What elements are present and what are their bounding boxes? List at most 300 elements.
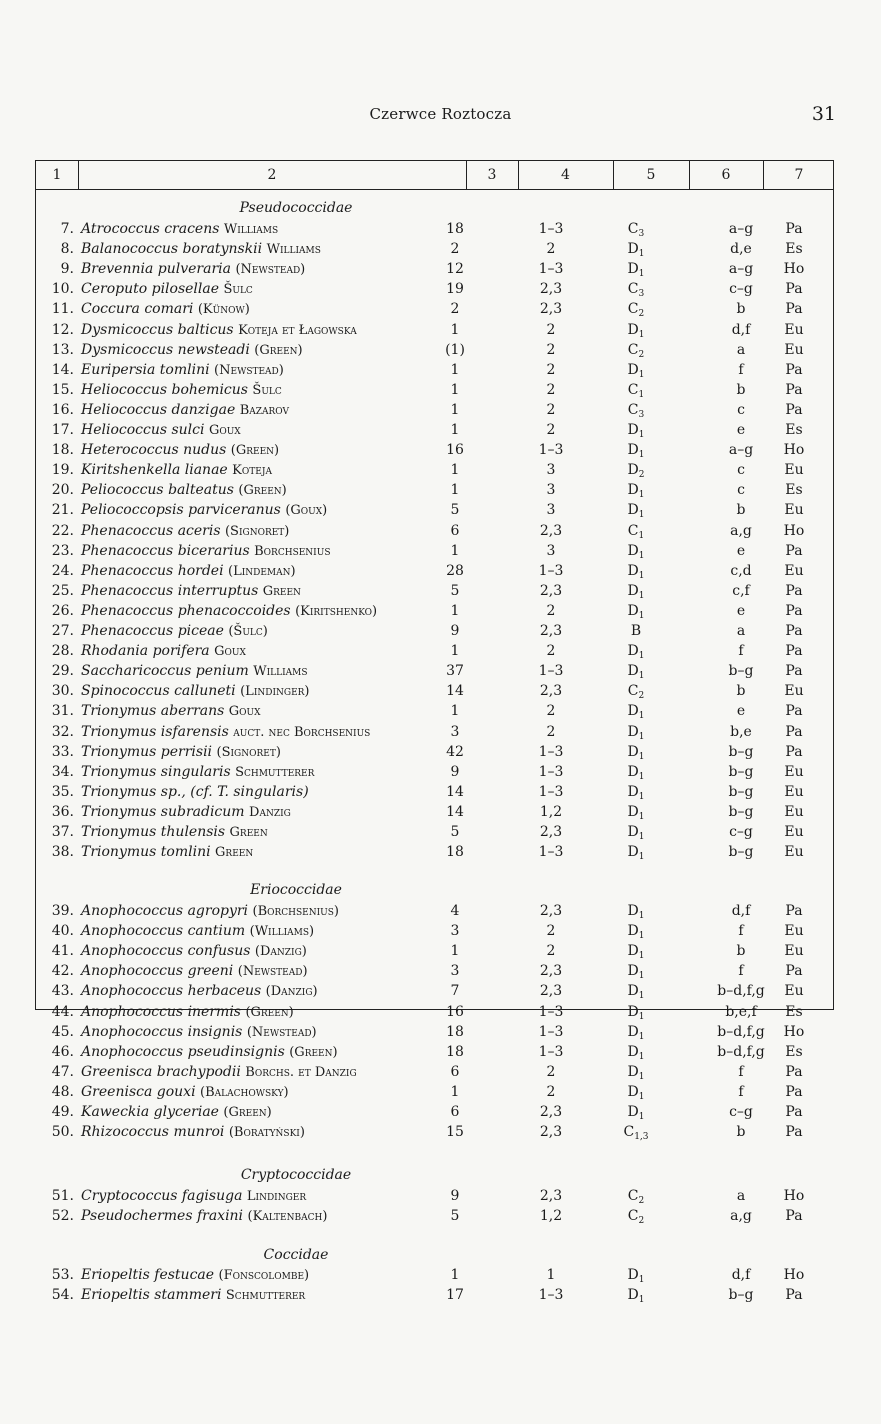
zone-letter: D [627,983,639,1000]
row-number: 25. [51,582,74,599]
column-5-value [611,239,661,259]
table-row [36,1122,833,1142]
column-6-value: e [736,602,746,619]
species-cell [81,581,486,601]
zone-letter: D [627,1023,639,1040]
column-5-value [611,701,661,721]
column-3-value: (1) [445,341,465,358]
column-6-value: a [736,1188,746,1204]
table-row [36,259,833,279]
table-row [36,1002,833,1022]
column-6-value: a–g [728,221,754,237]
zone-subscript: 1 [638,1011,645,1022]
column-4-value: 1–3 [538,261,564,278]
author-name: (Green) [230,443,280,459]
author-name: (Kiritshenko) [295,603,378,619]
column-3-value: 16 [446,442,464,459]
species-cell [81,1206,486,1226]
column-5-value [611,1102,661,1122]
column-3-value: 1 [450,643,460,660]
row-number: 10. [51,281,74,298]
species-cell [81,941,486,961]
column-6-value: e [736,542,746,559]
row-number: 48. [51,1083,74,1100]
column-3-value: 9 [450,763,460,780]
zone-letter: C [627,683,639,700]
column-7-value: Eu [784,562,804,579]
species-name: Atrococcus cracens [81,221,220,237]
zone-letter: C [627,341,639,358]
column-4-value: 1–3 [538,743,564,760]
column-header-2: 2 [267,167,277,183]
zone-letter: C [627,522,639,539]
zone-subscript: 1 [638,911,645,921]
species-name: Phenacoccus bicerarius [81,542,250,559]
column-5-value [611,822,661,842]
column-header-7: 7 [794,167,804,183]
column-7-value: Pa [785,663,803,680]
row-number: 12. [51,321,74,338]
zone-subscript: 1 [638,610,645,621]
column-3-value: 5 [450,1208,460,1225]
author-name: (Borchsenius) [252,904,340,919]
row-number: 23. [51,542,74,559]
table-row [36,1022,833,1042]
column-4-value: 2,3 [539,683,563,700]
column-7-value: Pa [785,723,803,740]
species-name: Balanococcus boratynskii [81,241,263,258]
author-name: Williams [223,222,279,237]
column-3-value: 5 [450,502,460,519]
zone-letter: C [627,401,639,418]
column-7-value: Pa [785,281,803,298]
row-number: 38. [51,844,74,861]
species-name: Eriopeltis festucae [81,1267,215,1283]
zone-subscript: 1 [638,931,645,942]
species-cell [81,701,486,721]
row-number: 18. [51,442,74,459]
column-3-value: 2 [450,301,460,318]
column-7-value: Ho [783,261,805,278]
species-table [35,160,834,1306]
row-number: 22. [51,522,74,539]
column-6-value: c–g [729,281,753,298]
table-row [36,279,833,299]
column-4-value: 2 [546,341,556,358]
column-7-value: Eu [784,341,804,358]
column-7-value: Pa [785,221,803,237]
author-name: (Newstead) [214,362,284,378]
species-cell [81,480,486,500]
species-cell [81,722,486,742]
column-5-value [611,1186,661,1206]
column-4-value: 1–3 [538,844,564,861]
column-5-value [611,1002,661,1022]
column-5-value [611,279,661,299]
species-cell [81,842,486,862]
author-name: Goux [228,704,261,720]
row-number: 17. [51,422,74,438]
zone-letter: D [627,562,639,579]
column-5-value [611,1122,661,1142]
row-number: 36. [51,803,74,820]
zone-subscript: 1 [638,389,645,400]
table-row [36,1265,833,1285]
table-row [36,901,833,921]
column-7-value: Pa [785,1208,803,1225]
zone-letter: C [623,1124,635,1141]
column-6-value: b–g [728,783,754,800]
row-number: 9. [60,261,74,278]
table-row [36,581,833,601]
zone-letter: D [627,743,639,760]
column-3-value: 1 [450,1267,460,1283]
column-7-value: Es [785,422,803,438]
author-name: (Danzig) [265,984,318,1000]
column-4-value: 2,3 [539,963,563,980]
row-number: 24. [51,562,74,579]
species-cell [81,239,486,259]
column-6-value: b–g [728,1287,754,1304]
zone-subscript: 2 [638,1196,645,1206]
column-4-value: 2,3 [539,582,563,599]
column-7-value: Eu [784,803,804,820]
species-name: Trionymus sp., (cf. T. singularis) [81,783,309,800]
column-7-value: Eu [784,844,804,861]
column-3-value: 1 [450,422,460,438]
zone-letter: D [627,502,639,519]
zone-subscript: 1 [638,771,645,782]
species-name: Coccura comari [81,301,194,318]
species-name: Heliococcus sulci [81,422,205,438]
species-name: Greenisca gouxi [81,1083,196,1100]
column-4-value: 2,3 [539,281,563,298]
column-6-value: a–g [728,442,754,459]
table-row [36,360,833,380]
species-cell [81,400,486,420]
species-name: Anophococcus pseudinsignis [81,1043,285,1060]
table-row [36,420,833,440]
author-name: Williams [266,242,321,258]
table-row [36,981,833,1001]
table-row [36,561,833,581]
zone-subscript: 1 [638,1071,645,1082]
author-name: Green [215,845,254,861]
row-number: 41. [51,943,74,960]
author-name: (Green) [223,1105,272,1120]
column-5-value [611,842,661,862]
column-5-value [611,500,661,520]
zone-subscript: 1 [638,530,645,541]
author-name: (Balachowsky) [200,1084,289,1100]
column-3-value: 1 [450,943,460,960]
author-name: (Green) [245,1004,294,1020]
column-4-value: 1–3 [538,763,564,780]
column-3-value: 14 [446,803,464,820]
species-name: Greenisca brachypodii [81,1063,241,1080]
column-6-value: b,e [730,723,752,740]
zone-subscript: 1 [638,811,645,822]
species-name: Trionymus subradicum [81,803,245,820]
author-name: (Green) [254,342,303,358]
species-cell [81,661,486,681]
column-6-value: d,f [731,321,751,338]
species-name: Phenacoccus piceae [81,623,224,639]
column-5-value [611,360,661,380]
author-name: (Šulc) [228,624,268,639]
row-number: 40. [51,923,74,940]
column-3-value: 1 [450,401,460,418]
column-4-value: 2,3 [539,301,563,318]
species-name: Anophococcus agropyri [81,903,249,919]
table-row [36,601,833,621]
column-6-value: c [737,401,745,418]
table-row [36,762,833,782]
species-name: Dysmicoccus balticus [81,321,234,338]
column-3-value: 6 [450,1104,460,1120]
column-3-value: 3 [450,723,460,740]
column-6-value: b–d,f,g [717,1023,765,1040]
column-7-value: Eu [784,763,804,780]
zone-subscript: 1 [638,711,645,722]
zone-letter: D [627,482,639,499]
species-name: Euripersia tomlini [81,361,210,378]
table-row [36,219,833,239]
species-name: Kaweckia glyceriae [81,1104,219,1120]
species-name: Trionymus perrisii [81,743,213,760]
row-number: 33. [51,743,74,760]
column-5-value [611,380,661,400]
column-7-value: Pa [785,1083,803,1100]
zone-letter: D [627,1287,639,1304]
author-name: (Lindeman) [228,563,296,579]
species-name: Kiritshenkella lianae [81,462,228,479]
column-6-value: f [738,361,744,378]
author-name: (Newstead) [237,964,308,980]
column-7-value: Ho [783,522,805,539]
table-row [36,239,833,259]
zone-letter: D [627,462,639,479]
column-3-value: 7 [450,983,460,1000]
column-header-6: 6 [721,167,731,183]
species-name: Trionymus tomlini [81,844,211,861]
zone-subscript: 2 [638,691,645,702]
table-header-row [36,161,833,190]
column-4-value: 1–3 [538,442,564,459]
column-3-value: 18 [446,1023,464,1040]
table-row [36,1206,833,1226]
column-3-value: 9 [450,623,460,639]
species-name: Rhodania porifera [81,643,210,660]
species-name: Trionymus isfarensis [81,723,229,740]
column-5-value [611,581,661,601]
zone-subscript: 1 [638,450,645,461]
column-5-value [611,561,661,581]
species-name: Phenacoccus hordei [81,562,224,579]
column-5-value [611,1206,661,1226]
column-3-value: 37 [446,663,464,680]
table-row [36,941,833,961]
row-number: 31. [51,703,74,720]
author-name: Green [229,825,268,840]
column-6-value: c–g [729,824,753,840]
author-name: Borchs. et Danzig [245,1064,357,1080]
species-name: Spinococcus calluneti [81,683,236,700]
column-4-value: 1,2 [539,1208,563,1225]
table-row [36,842,833,862]
zone-subscript: 1 [638,852,645,863]
table-row [36,1062,833,1082]
column-6-value: b [736,683,746,700]
column-6-value: b [736,502,746,519]
table-row [36,641,833,661]
author-name: (Green) [289,1044,338,1060]
column-4-value: 2,3 [539,1188,563,1204]
column-5-value [611,1285,661,1305]
column-6-value: b–g [728,743,754,760]
row-number: 54. [51,1287,74,1304]
table-row [36,701,833,721]
column-5-value [611,1062,661,1082]
zone-subscript: 1 [638,1091,645,1102]
zone-subscript: 1 [638,590,645,601]
author-name: (Signoret) [224,523,290,539]
table-row [36,521,833,541]
column-4-value: 2 [546,422,556,438]
species-cell [81,1186,486,1206]
column-5-value [611,742,661,762]
column-4-value: 2 [546,602,556,619]
column-5-value [611,661,661,681]
column-5-value [611,460,661,480]
species-name: Heliococcus bohemicus [81,381,248,398]
column-3-value: 1 [450,703,460,720]
column-4-value: 2 [546,361,556,378]
column-5-value [611,541,661,561]
row-number: 16. [51,401,74,418]
column-7-value: Es [785,482,803,499]
column-3-value: 3 [450,963,460,980]
species-cell [81,641,486,661]
column-6-value: a [736,341,746,358]
table-row [36,500,833,520]
column-7-value: Pa [785,381,803,398]
row-number: 13. [51,341,74,358]
column-7-value: Pa [785,301,803,318]
species-cell [81,360,486,380]
row-number: 52. [51,1208,74,1225]
column-7-value: Eu [784,983,804,1000]
species-name: Brevennia pulveraria [81,261,231,278]
column-5-value [611,1082,661,1102]
page-number: 31 [811,103,836,125]
column-7-value: Pa [785,1287,803,1304]
zone-letter: B [630,623,642,639]
species-name: Anophococcus cantium [81,923,246,940]
zone-subscript: 1 [638,731,645,742]
table-row [36,1102,833,1122]
row-number: 30. [51,683,74,700]
zone-subscript: 1 [638,329,645,340]
table-row [36,440,833,460]
column-6-value: f [738,923,744,940]
column-6-value: a [736,623,746,639]
zone-subscript: 1 [638,510,645,521]
column-7-value: Eu [784,683,804,700]
column-4-value: 2 [546,1083,556,1100]
zone-letter: D [627,844,639,861]
zone-subscript: 1 [638,550,645,561]
column-5-value [611,1042,661,1062]
column-7-value: Ho [783,1267,805,1283]
zone-letter: D [627,582,639,599]
zone-subscript: 1 [638,991,645,1002]
zone-letter: C [627,281,639,298]
running-title: Czerwce Roztocza [369,105,512,123]
column-4-value: 2 [546,321,556,338]
author-name: Borchsenius [254,543,331,559]
column-7-value: Pa [785,703,803,720]
species-cell [81,961,486,981]
zone-letter: D [627,903,639,919]
column-7-value: Pa [785,401,803,418]
row-number: 14. [51,361,74,378]
species-name: Ceroputo pilosellae [81,281,220,298]
row-number: 29. [51,663,74,680]
author-name: (Boratyński) [228,1125,305,1141]
zone-subscript: 1 [638,1031,645,1042]
zone-subscript: 1 [638,751,645,762]
column-6-value: f [738,1063,744,1080]
species-name: Dysmicoccus newsteadi [81,341,250,358]
column-6-value: b–g [728,803,754,820]
table-row [36,921,833,941]
column-3-value: 1 [450,321,460,338]
family-heading: Cryptococcidae [240,1167,352,1183]
column-6-value: b [736,301,746,318]
zone-letter: D [627,602,639,619]
author-name: (Lindinger) [240,684,310,700]
author-name: (Newstead) [235,262,306,278]
zone-subscript: 1 [638,651,645,662]
zone-letter: C [627,1188,639,1204]
author-name: (Newstead) [246,1024,317,1040]
species-name: Heterococcus nudus [81,442,227,459]
zone-subscript: 1 [638,1112,645,1122]
column-6-value: c [737,462,745,479]
author-name: (Green) [238,483,287,499]
column-6-value: c–g [729,1104,753,1120]
species-cell [81,1042,486,1062]
column-5-value [611,1022,661,1042]
column-7-value: Ho [783,1188,805,1204]
table-row [36,681,833,701]
row-number: 26. [51,602,74,619]
column-7-value: Es [785,1043,803,1060]
column-3-value: 17 [446,1287,464,1304]
column-5-value [611,219,661,239]
column-3-value: 3 [450,923,460,940]
table-row [36,340,833,360]
species-cell [81,621,486,641]
column-4-value: 1–3 [538,562,564,579]
column-4-value: 2 [546,1063,556,1080]
zone-subscript: 1 [638,1051,645,1062]
zone-letter: D [627,763,639,780]
species-cell [81,1285,486,1305]
row-number: 53. [51,1267,74,1283]
species-cell [81,1022,486,1042]
